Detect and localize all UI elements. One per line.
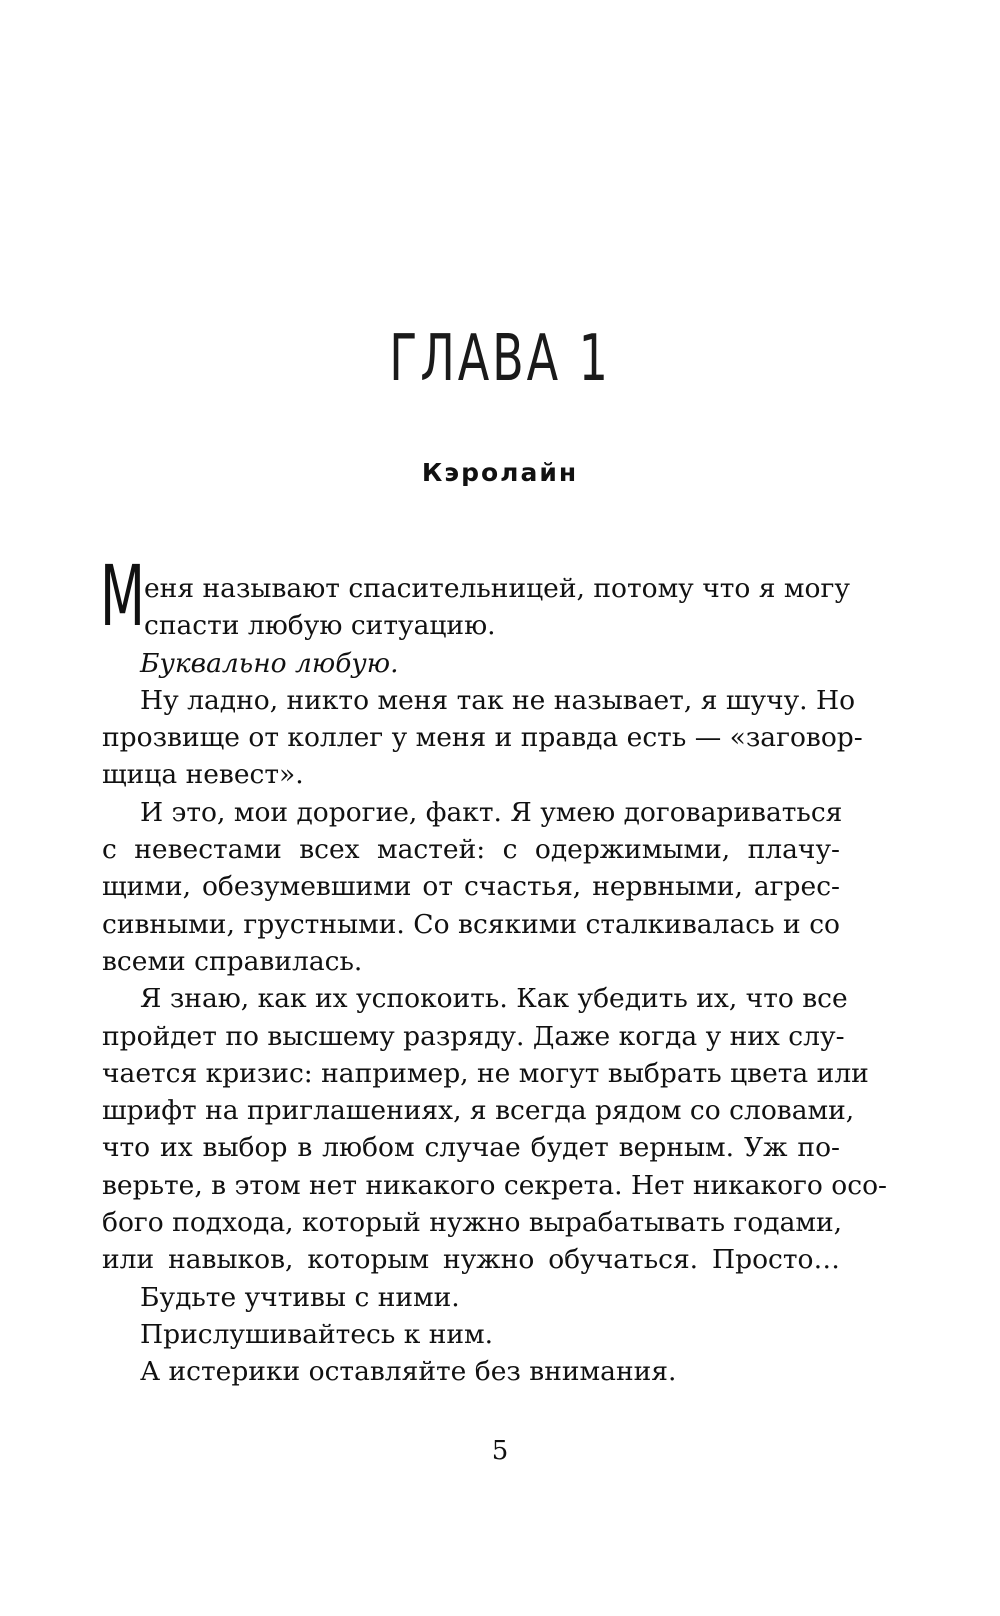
text-line: прозвище от коллег у меня и правда есть — «заговор- xyxy=(102,722,863,754)
text-line: чается кризис: например, не могут выбрать цвета или xyxy=(102,1057,869,1089)
text-line: бого подхода, который нужно вырабатывать годами, xyxy=(102,1207,843,1239)
text-line-italic: Буквально любую. xyxy=(140,647,399,679)
text-line: всеми справилась. xyxy=(102,945,363,977)
text-line: пройдет по высшему разряду. Даже когда у них слу- xyxy=(102,1020,845,1052)
text-line: шрифт на приглашениях, я всегда рядом со словами, xyxy=(102,1095,855,1127)
text-line: Ну ладно, никто меня так не называет, я шучу. Но xyxy=(140,684,856,716)
text-line: верьте, в этом нет никакого секрета. Нет никакого осо- xyxy=(102,1169,887,1201)
text-line: щица невест». xyxy=(102,759,304,791)
text-line: А истерики оставляйте без внимания. xyxy=(140,1356,677,1388)
page-number: 5 xyxy=(491,1436,509,1466)
text-line: спасти любую ситуацию. xyxy=(144,610,496,642)
text-line: или навыков, которым нужно обучаться. Просто… xyxy=(102,1244,840,1276)
text-line: И это, мои дорогие, факт. Я умею договариваться xyxy=(140,796,843,828)
text-line: Будьте учтивы с ними. xyxy=(140,1281,460,1313)
drop-cap: М xyxy=(100,547,145,645)
text-line: еня называют спасительницей, потому что я могу xyxy=(144,573,850,604)
text-line: щими, обезумевшими от счастья, нервными, агрес- xyxy=(102,871,840,903)
body-text xyxy=(100,547,887,1391)
chapter-title: ГЛАВА 1 xyxy=(389,322,611,396)
text-line: Прислушивайтесь к ним. xyxy=(140,1318,494,1350)
text-line: Я знаю, как их успокоить. Как убедить их, что все xyxy=(140,983,848,1015)
text-line: с невестами всех мастей: с одержимыми, плачу- xyxy=(102,834,840,866)
text-line: сивными, грустными. Со всякими сталкивалась и со xyxy=(102,908,840,940)
chapter-narrator: Кэролайн xyxy=(421,458,579,487)
text-line: что их выбор в любом случае будет верным. Уж по- xyxy=(102,1132,840,1164)
